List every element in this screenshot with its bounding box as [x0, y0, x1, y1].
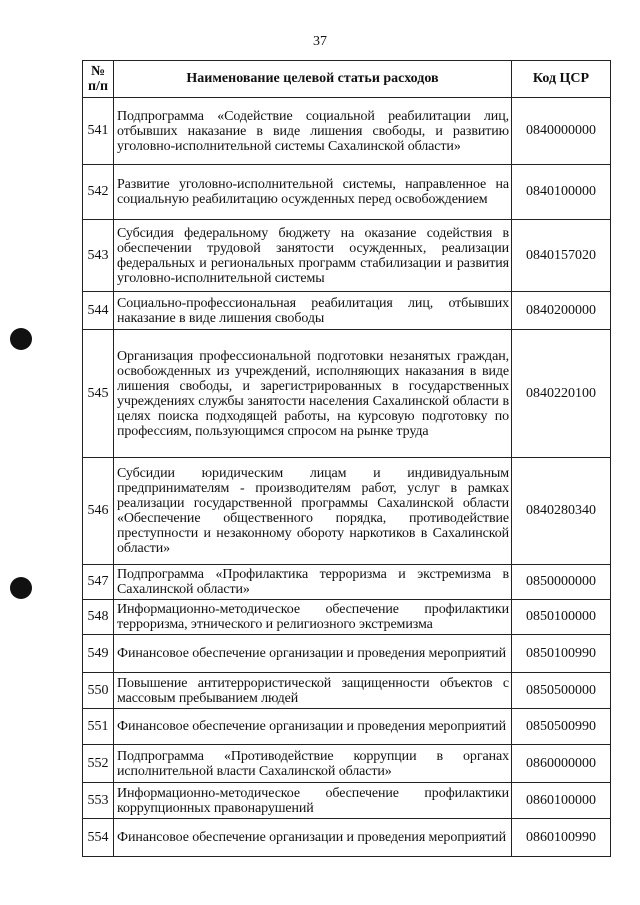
- row-code: 0860100000: [512, 783, 611, 819]
- row-code: 0840100000: [512, 165, 611, 220]
- table-row: [83, 600, 611, 635]
- row-name: Финансовое обеспечение организации и проведения мероприятий: [114, 709, 512, 745]
- row-number: 550: [83, 673, 114, 709]
- row-number: 551: [83, 709, 114, 745]
- row-number: 552: [83, 745, 114, 783]
- row-name: Развитие уголовно-исполнительной системы, направленное на социальную реабилитацию осужденных перед освобождением: [114, 165, 512, 220]
- row-name: Информационно-методическое обеспечение профилактики коррупционных правонарушений: [114, 783, 512, 819]
- row-name: Повышение антитеррористической защищенности объектов с массовым пребыванием людей: [114, 673, 512, 709]
- row-number: 554: [83, 819, 114, 857]
- row-code: 0860100990: [512, 819, 611, 857]
- row-number: 546: [83, 458, 114, 565]
- row-number: 545: [83, 330, 114, 458]
- table-row: [83, 745, 611, 783]
- header-number-symbol: №: [90, 64, 106, 79]
- table-row: [83, 165, 611, 220]
- budget-items-table: [82, 60, 611, 857]
- row-number: 553: [83, 783, 114, 819]
- row-number: 541: [83, 98, 114, 165]
- row-number: 549: [83, 635, 114, 673]
- page-number: 37: [313, 34, 327, 49]
- row-name: Социально-профессиональная реабилитация лиц, отбывших наказание в виде лишения свободы: [114, 292, 512, 330]
- row-code: 0840157020: [512, 220, 611, 292]
- row-code: 0840000000: [512, 98, 611, 165]
- row-number: 547: [83, 565, 114, 600]
- row-code: 0850100990: [512, 635, 611, 673]
- table-row: [83, 635, 611, 673]
- row-name: Подпрограмма «Содействие социальной реабилитации лиц, отбывших наказание в виде лишения свободы, и развитию уголовно-исполнительной системы Сахалинской области»: [114, 98, 512, 165]
- table-header: [83, 61, 611, 98]
- table-row: [83, 565, 611, 600]
- row-name: Подпрограмма «Профилактика терроризма и экстремизма в Сахалинской области»: [114, 565, 512, 600]
- row-name: Подпрограмма «Противодействие коррупции в органах исполнительной власти Сахалинской области»: [114, 745, 512, 783]
- table-row: [83, 709, 611, 745]
- row-code: 0860000000: [512, 745, 611, 783]
- row-code: 0840280340: [512, 458, 611, 565]
- row-code: 0850000000: [512, 565, 611, 600]
- row-name: Организация профессиональной подготовки незанятых граждан, освобожденных из учреждений, исполняющих наказания в виде лишения свободы, и зарегистрированных в государственных учреждениях службы занятости населения Сахалинской области в целях поиска подходящей работы, на курсовую подготовку по профессиям, пользующимся спросом на рынке труда: [114, 330, 512, 458]
- row-name: Субсидии юридическим лицам и индивидуальным предпринимателям - производителям работ, услуг в рамках реализации государственной программы Сахалинской области «Обеспечение общественного порядка, противодействие преступности и незаконному обороту наркотиков в Сахалинской области»: [114, 458, 512, 565]
- binder-hole: [10, 328, 32, 350]
- header-number: [83, 61, 114, 98]
- table-row: [83, 220, 611, 292]
- table-row: [83, 783, 611, 819]
- table-row: [83, 673, 611, 709]
- header-number-abbr: п/п: [87, 79, 109, 94]
- row-code: 0840220100: [512, 330, 611, 458]
- row-number: 543: [83, 220, 114, 292]
- row-code: 0850500000: [512, 673, 611, 709]
- row-name: Финансовое обеспечение организации и проведения мероприятий: [114, 635, 512, 673]
- row-number: 544: [83, 292, 114, 330]
- binder-hole: [10, 577, 32, 599]
- header-code: Код ЦСР: [512, 61, 611, 98]
- row-name: Субсидия федеральному бюджету на оказание содействия в обеспечении трудовой занятости осужденных, реализации федеральных и региональных программ стабилизации и развития уголовно-исполнительной системы: [114, 220, 512, 292]
- row-number: 542: [83, 165, 114, 220]
- row-code: 0850500990: [512, 709, 611, 745]
- row-name: Информационно-методическое обеспечение профилактики терроризма, этнического и религиозного экстремизма: [114, 600, 512, 635]
- row-number: 548: [83, 600, 114, 635]
- table-row: [83, 292, 611, 330]
- row-code: 0840200000: [512, 292, 611, 330]
- table-row: [83, 330, 611, 458]
- row-name: Финансовое обеспечение организации и проведения мероприятий: [114, 819, 512, 857]
- row-code: 0850100000: [512, 600, 611, 635]
- table-row: [83, 98, 611, 165]
- table-row: [83, 458, 611, 565]
- header-name: Наименование целевой статьи расходов: [114, 61, 512, 98]
- table-row: [83, 819, 611, 857]
